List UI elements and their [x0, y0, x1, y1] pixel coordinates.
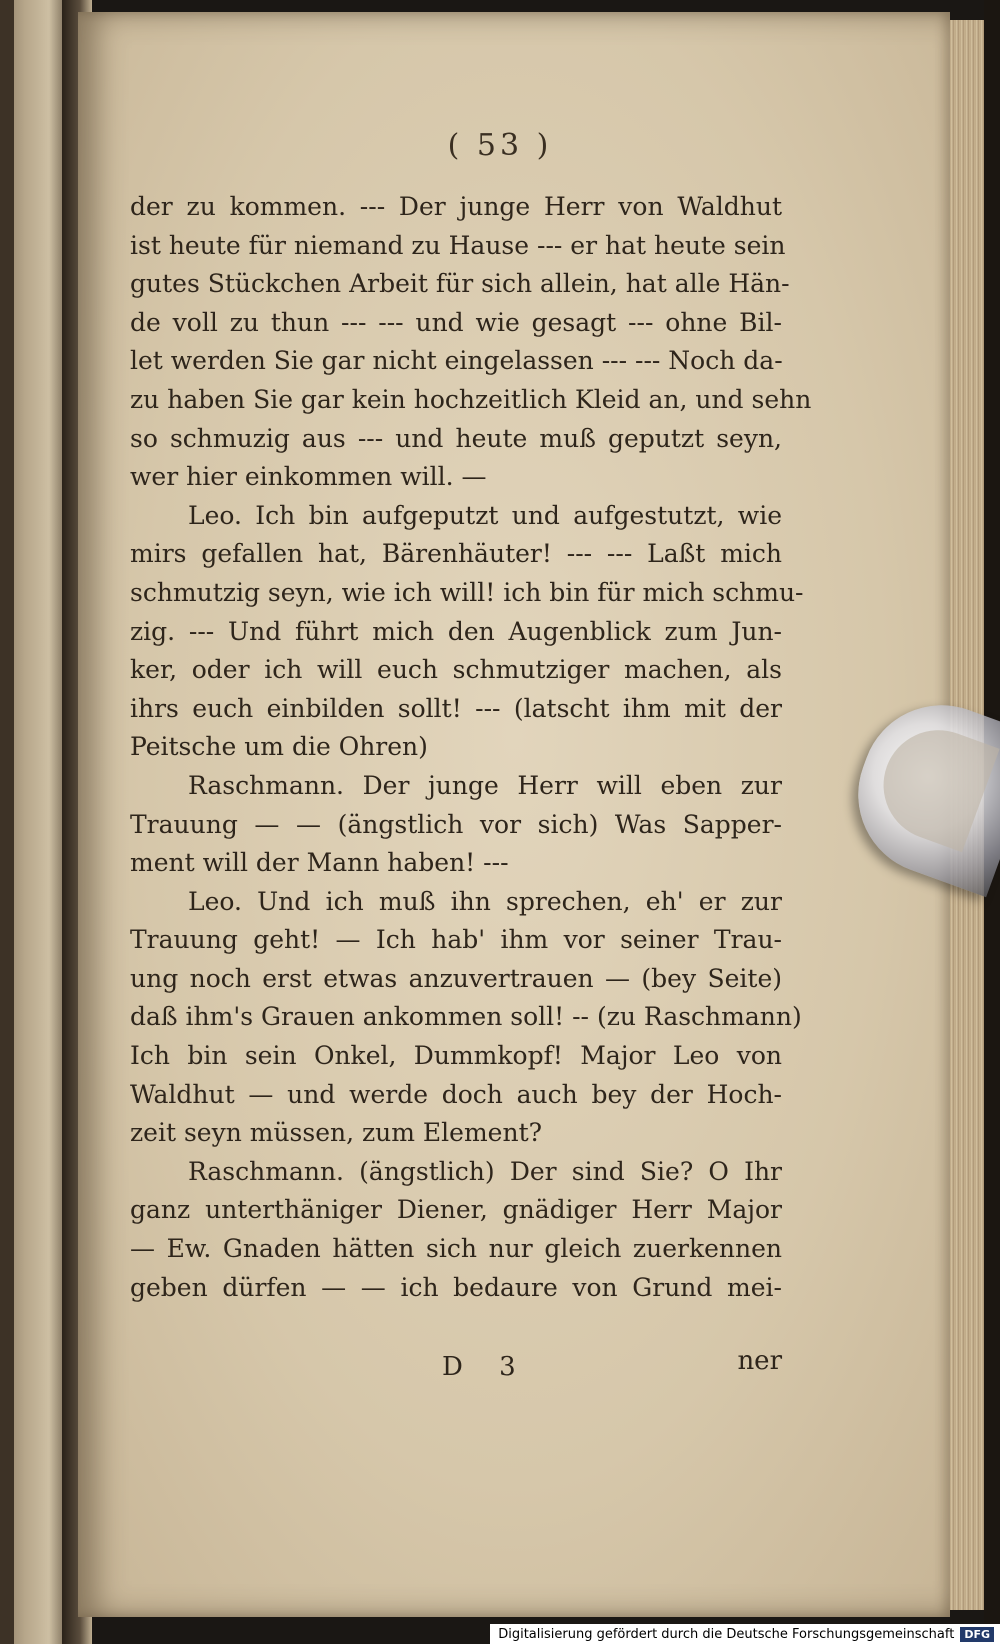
text-line: so schmuzig aus --- und heute muß geputzt seyn,: [130, 423, 782, 453]
text-line: ist heute für niemand zu Hause --- er hat heute sein: [130, 230, 786, 260]
book-cover-edge: [0, 0, 14, 1644]
banner-text: Digitalisierung gefördert durch die Deutsche Forschungsgemeinschaft: [498, 1626, 955, 1642]
page-number-header: ( 53 ): [447, 128, 553, 163]
text-line: der zu kommen. --- Der junge Herr von Waldhut: [130, 192, 782, 221]
catchword: ner: [737, 1346, 782, 1376]
text-line: Trauung — — (ängstlich vor sich) Was Sapper-: [130, 809, 782, 839]
text-line: Trauung geht! — Ich hab' ihm vor seiner Trau-: [130, 925, 782, 955]
page-footer: [130, 1346, 782, 1392]
text-line: Leo. Ich bin aufgeputzt und aufgestutzt, wie: [188, 500, 782, 530]
text-line: ganz unterthäniger Diener, gnädiger Herr Major: [130, 1195, 782, 1225]
text-line: ung noch erst etwas anzuvertrauen — (bey Seite): [130, 963, 782, 993]
body-text: [130, 188, 812, 1307]
text-line: zig. --- Und führt mich den Augenblick zum Jun-: [130, 616, 782, 646]
text-line: — Ew. Gnaden hätten sich nur gleich zuerkennen: [130, 1234, 782, 1264]
text-line: Leo. Und ich muß ihn sprechen, eh' er zur: [188, 886, 782, 916]
text-line: Peitsche um die Ohren): [130, 732, 428, 762]
text-line: daß ihm's Grauen ankommen soll! -- (zu Raschmann): [130, 1002, 802, 1032]
text-line: Ich bin sein Onkel, Dummkopf! Major Leo von: [130, 1041, 782, 1071]
text-line: ment will der Mann haben! ---: [130, 848, 509, 878]
text-line: let werden Sie gar nicht eingelassen --- --- Noch da-: [130, 346, 783, 376]
text-line: ihrs euch einbilden sollt! --- (latscht ihm mit der: [130, 693, 782, 723]
text-line: ker, oder ich will euch schmutziger machen, als: [130, 655, 782, 685]
text-line: wer hier einkommen will. —: [130, 462, 487, 492]
text-line: Waldhut — und werde doch auch bey der Hoch-: [130, 1079, 782, 1109]
text-line: mirs gefallen hat, Bärenhäuter! --- --- Laßt mich: [130, 539, 782, 569]
text-line: zu haben Sie gar kein hochzeitlich Kleid an, und sehn: [130, 384, 812, 414]
text-line: geben dürfen — — ich bedaure von Grund mei-: [130, 1272, 782, 1302]
digitization-banner: [490, 1624, 1000, 1644]
dfg-logo: DFG: [960, 1627, 994, 1642]
text-line: gutes Stückchen Arbeit für sich allein, hat alle Hän-: [130, 269, 790, 299]
clip-highlight: [868, 715, 1000, 853]
text-line: schmutzig seyn, wie ich will! ich bin für mich schmu-: [130, 577, 804, 607]
text-line: de voll zu thun --- --- und wie gesagt --- ohne Bil-: [130, 307, 782, 337]
text-line: Raschmann. (ängstlich) Der sind Sie? O Ihr: [188, 1156, 782, 1186]
text-line: zeit seyn müssen, zum Element?: [130, 1118, 543, 1148]
text-line: Raschmann. Der junge Herr will eben zur: [188, 770, 782, 800]
signature-mark: D 3: [442, 1352, 530, 1382]
